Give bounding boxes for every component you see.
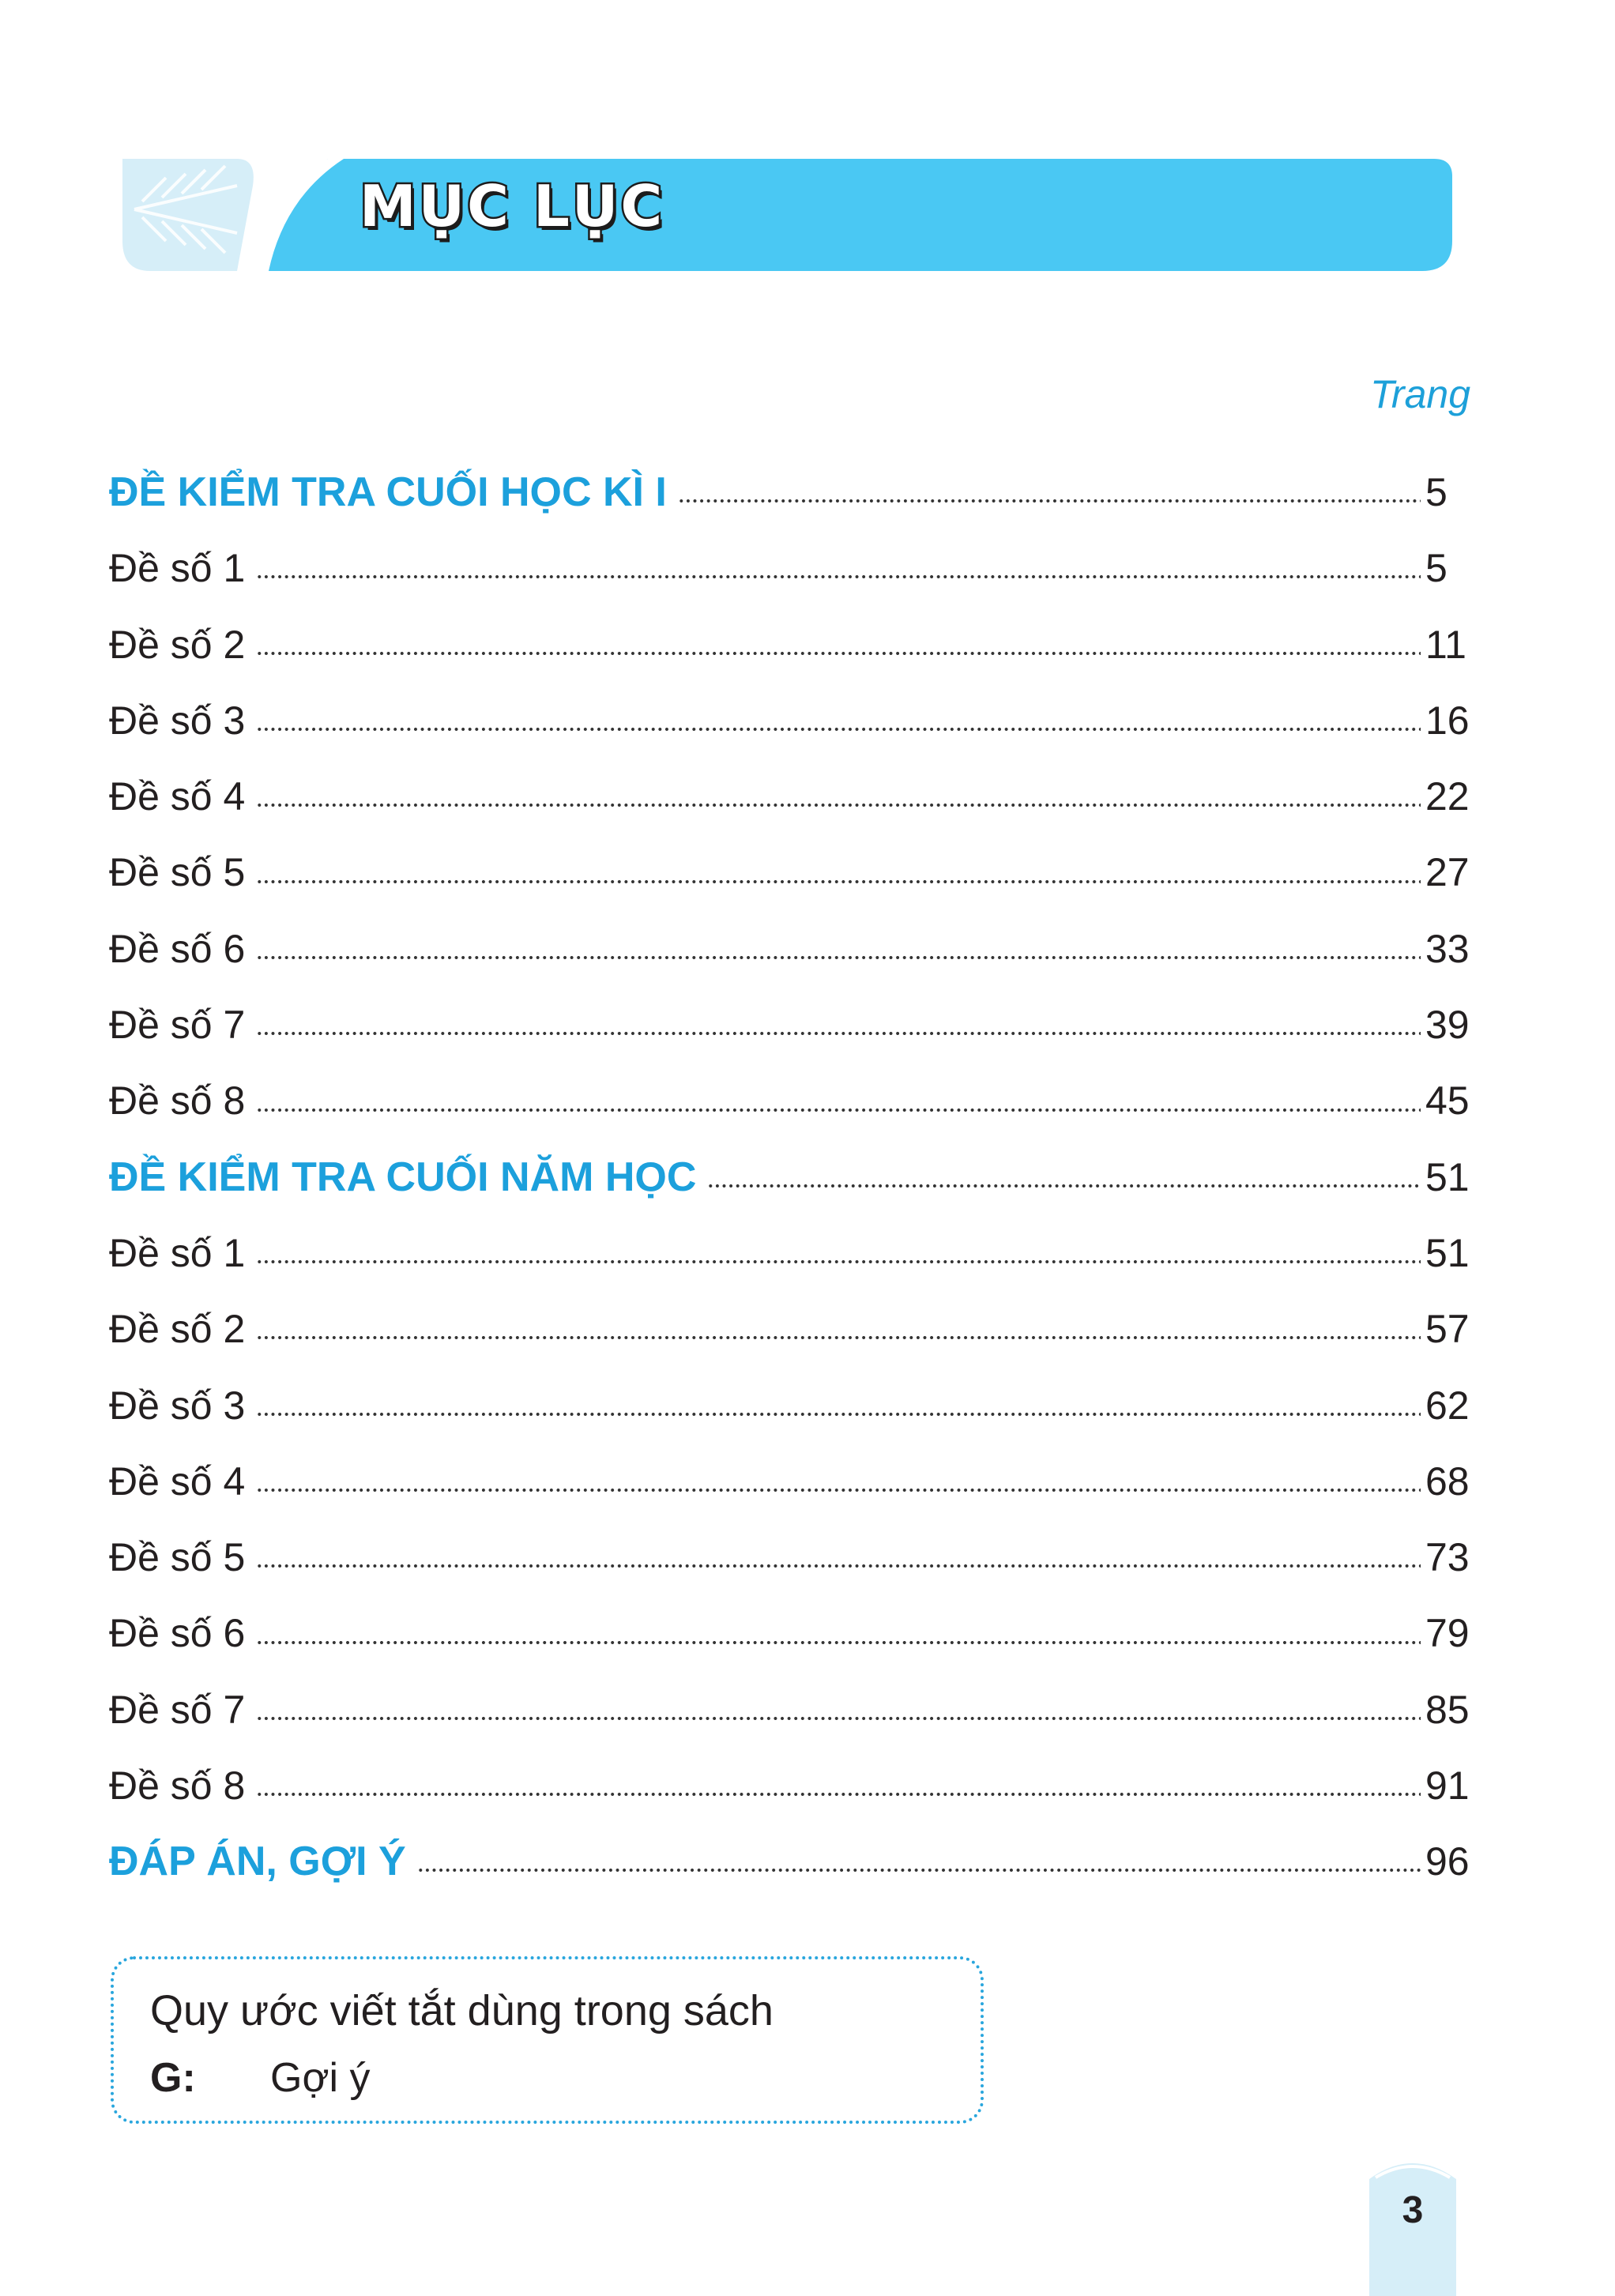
- toc-item-label: Đề số 1: [109, 1230, 246, 1275]
- toc-item-row: [109, 758, 1476, 834]
- toc-page-number: 57: [1425, 1307, 1470, 1352]
- title-banner: [119, 154, 1454, 273]
- dot-leader: [256, 575, 1421, 578]
- toc-item-row: [109, 1063, 1476, 1139]
- banner-leaf-icon: [119, 154, 1454, 273]
- dot-leader: [256, 1489, 1421, 1492]
- toc-item-label: Đề số 2: [109, 622, 246, 667]
- toc-page-number: 68: [1425, 1459, 1470, 1504]
- toc-item-label: Đề số 5: [109, 850, 246, 895]
- toc-item-label: Đề số 3: [109, 1383, 246, 1428]
- page-number-tab: [1369, 2155, 1456, 2296]
- toc-item-label: Đề số 5: [109, 1535, 246, 1580]
- toc-item-row: [109, 530, 1476, 606]
- toc-item-label: Đề số 8: [109, 1763, 246, 1809]
- toc-item-row: [109, 683, 1476, 758]
- toc-section-row: [109, 1139, 1476, 1215]
- toc-item-row: [109, 1368, 1476, 1443]
- toc-page-number: 51: [1425, 1230, 1470, 1275]
- page-number: 3: [1402, 2189, 1424, 2231]
- dot-leader: [256, 728, 1421, 731]
- toc-page-number: 91: [1425, 1763, 1470, 1809]
- dot-leader: [256, 880, 1421, 883]
- dot-leader: [256, 804, 1421, 807]
- toc-item-row: [109, 1595, 1476, 1671]
- page-column-label: Trang: [1370, 372, 1470, 416]
- toc-item-row: [109, 1519, 1476, 1595]
- toc-page-number: 5: [1425, 470, 1447, 514]
- dot-leader: [256, 1108, 1421, 1112]
- toc-page-number: 27: [1425, 850, 1470, 895]
- toc-page-number: 85: [1425, 1687, 1470, 1732]
- dot-leader: [256, 652, 1421, 655]
- toc-item-row: [109, 607, 1476, 683]
- toc-section-label: ĐÁP ÁN, GỢI Ý: [109, 1839, 406, 1885]
- toc-page-number: 5: [1425, 546, 1447, 591]
- dot-leader: [256, 1793, 1421, 1796]
- toc-page-number: 16: [1425, 698, 1470, 743]
- toc-item-row: [109, 1291, 1476, 1367]
- toc-item-label: Đề số 6: [109, 926, 246, 971]
- dot-leader: [256, 1641, 1421, 1644]
- toc-page-number: 62: [1425, 1383, 1470, 1428]
- toc-section-label: ĐỀ KIỂM TRA CUỐI NĂM HỌC: [109, 1154, 697, 1200]
- toc-page-number: 51: [1425, 1154, 1470, 1199]
- toc-item-row: [109, 987, 1476, 1063]
- dot-leader: [707, 1184, 1421, 1188]
- dot-leader: [256, 1336, 1421, 1339]
- table-of-contents: [109, 454, 1476, 1900]
- toc-page-number: 45: [1425, 1078, 1470, 1124]
- toc-item-row: [109, 1443, 1476, 1519]
- dot-leader: [678, 499, 1421, 502]
- toc-item-label: Đề số 7: [109, 1687, 246, 1732]
- abbreviation-key: G:: [150, 2055, 196, 2101]
- toc-item-label: Đề số 8: [109, 1078, 246, 1124]
- toc-section-row: [109, 454, 1476, 530]
- toc-section-label: ĐỀ KIỂM TRA CUỐI HỌC KÌ I: [109, 469, 667, 515]
- toc-item-row: [109, 834, 1476, 910]
- dot-leader: [256, 1260, 1421, 1263]
- toc-page-number: 33: [1425, 926, 1470, 971]
- toc-item-row: [109, 1215, 1476, 1291]
- dot-leader: [256, 1413, 1421, 1416]
- toc-page-number: 39: [1425, 1003, 1470, 1048]
- toc-item-label: Đề số 3: [109, 698, 246, 743]
- page-title: MỤC LỤC: [360, 173, 665, 239]
- toc-page-number: 22: [1425, 774, 1470, 819]
- abbreviations-title: Quy ước viết tắt dùng trong sách: [150, 1987, 774, 2034]
- abbreviations-box: [111, 1956, 984, 2124]
- toc-item-label: Đề số 4: [109, 774, 246, 819]
- toc-page-number: 11: [1425, 622, 1466, 667]
- dot-leader: [256, 1032, 1421, 1035]
- toc-item-label: Đề số 7: [109, 1003, 246, 1048]
- dot-leader: [256, 1564, 1421, 1568]
- toc-item-row: [109, 1748, 1476, 1824]
- toc-item-label: Đề số 4: [109, 1459, 246, 1504]
- toc-item-row: [109, 911, 1476, 987]
- toc-page-number: 79: [1425, 1611, 1470, 1656]
- toc-item-label: Đề số 1: [109, 546, 246, 591]
- dot-leader: [417, 1869, 1421, 1872]
- toc-item-label: Đề số 2: [109, 1307, 246, 1352]
- toc-item-row: [109, 1672, 1476, 1748]
- toc-page-number: 96: [1425, 1839, 1470, 1884]
- toc-page-number: 73: [1425, 1535, 1470, 1580]
- dot-leader: [256, 1717, 1421, 1720]
- toc-section-row: [109, 1824, 1476, 1899]
- toc-item-label: Đề số 6: [109, 1611, 246, 1656]
- dot-leader: [256, 956, 1421, 959]
- abbreviation-value: Gợi ý: [270, 2055, 371, 2101]
